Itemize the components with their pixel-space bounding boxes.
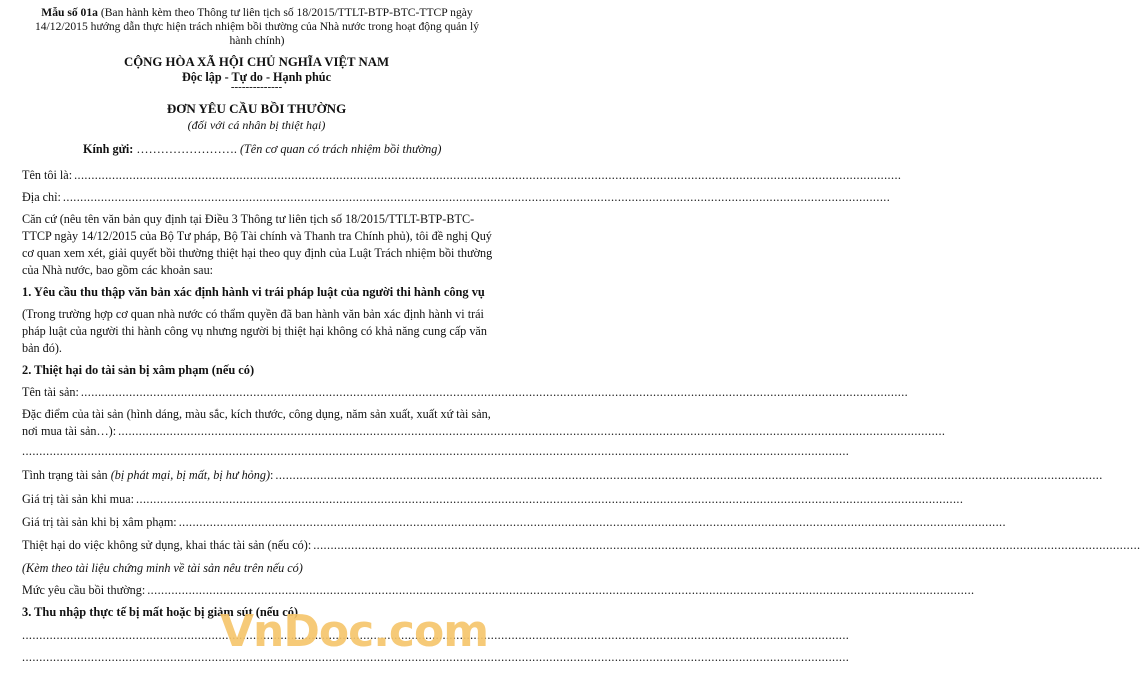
recipient-label: Kính gửi: xyxy=(83,142,137,156)
section1-line2: pháp luật của người thi hành công vụ nhưng người bị thiệt hại không có khả năng cung cấp văn xyxy=(22,324,487,338)
address-dots[interactable]: ................................................................................................................................................................................................................................................ xyxy=(62,190,891,204)
doc-subtitle: (đối với cá nhân bị thiệt hại) xyxy=(187,118,326,132)
section1-title: 1. Yêu cầu thu thập văn bản xác định hành vi trái pháp luật của người thi hành công vụ xyxy=(22,285,485,299)
name-dots[interactable]: ................................................................................................................................................................................................................................................ xyxy=(74,168,902,182)
form-number: Mẫu số 01a xyxy=(41,6,98,19)
value-buy-dots[interactable]: ................................................................................................................................................................................................................................................ xyxy=(136,492,964,506)
intro-line3: cơ quan xem xét, giải quyết bồi thường thiệt hại theo quy định của Luật Trách nhiệm bồi thường xyxy=(22,246,493,260)
asset-features-label: nơi mua tài sản…): xyxy=(22,424,117,438)
watermark-tld: .com xyxy=(373,606,489,657)
asset-features-line2[interactable] xyxy=(22,424,946,438)
nation-name: CỘNG HÒA XÃ HỘI CHỦ NGHĨA VIỆT NAM xyxy=(123,55,390,69)
asset-status-label: Tình trạng tài sản xyxy=(22,468,111,482)
asset-status-dots[interactable]: ................................................................................................................................................................................................................................................ xyxy=(275,468,1103,482)
asset-status-line[interactable] xyxy=(22,468,1103,482)
value-violated-label: Giá trị tài sản khi bị xâm phạm: xyxy=(22,515,177,529)
section2-title: 2. Thiệt hại do tài sản bị xâm phạm (nếu có) xyxy=(22,363,255,377)
damage-unused-dots[interactable]: ................................................................................................................................................................................................................................................ xyxy=(313,538,1140,552)
section3-dots-1[interactable]: ................................................................................................................................................................................................................................................ xyxy=(22,628,850,642)
value-violated-line[interactable] xyxy=(22,515,1006,529)
asset-features-extra-dots[interactable]: ................................................................................................................................................................................................................................................ xyxy=(22,444,850,458)
section3-title: 3. Thu nhập thực tế bị mất hoặc bị giảm sút (nếu có) xyxy=(22,605,299,619)
intro-line4: của Nhà nước, bao gồm các khoản sau: xyxy=(22,263,214,277)
section1-line1: (Trong trường hợp cơ quan nhà nước có thẩm quyền đã ban hành văn bản xác định hành vi trái xyxy=(22,307,484,321)
name-field-line[interactable] xyxy=(22,168,902,182)
asset-name-dots[interactable]: ................................................................................................................................................................................................................................................ xyxy=(80,385,909,399)
watermark-brand: VnDoc xyxy=(220,606,374,657)
section3-dots-2[interactable]: ................................................................................................................................................................................................................................................ xyxy=(22,650,850,664)
section1-line3: bản đó). xyxy=(22,341,62,355)
recipient-dots[interactable]: ……………………. xyxy=(136,142,240,156)
asset-name-label: Tên tài sản: xyxy=(22,385,79,399)
value-violated-dots[interactable]: ................................................................................................................................................................................................................................................ xyxy=(178,515,1006,529)
watermark-logo xyxy=(220,606,488,657)
intro-line2: TTCP ngày 14/12/2015 của Bộ Tư pháp, Bộ Tài chính và Thanh tra Chính phủ), tôi đề nghị Quý xyxy=(22,229,492,243)
nation-motto: Độc lập - Tự do - Hạnh phúc xyxy=(182,70,331,84)
asset-features-dots[interactable]: ................................................................................................................................................................................................................................................ xyxy=(118,424,946,438)
request-level-dots[interactable]: ................................................................................................................................................................................................................................................ xyxy=(147,583,975,597)
asset-status-colon: : xyxy=(270,468,274,482)
form-note xyxy=(22,6,492,20)
address-field-line[interactable] xyxy=(22,190,891,204)
address-label: Địa chỉ: xyxy=(22,190,61,204)
value-buy-line[interactable] xyxy=(22,492,964,506)
attach-note: (Kèm theo tài liệu chứng minh về tài sản nêu trên nếu có) xyxy=(22,561,303,575)
asset-status-label-wrap xyxy=(22,468,275,482)
asset-features-line1: Đặc điểm của tài sản (hình dáng, màu sắc, kích thước, công dụng, năm sản xuất, xuất xứ tài sản, xyxy=(22,407,491,421)
asset-status-hint: (bị phát mại, bị mất, bị hư hỏng) xyxy=(110,468,271,482)
form-note-line1: (Ban hành kèm theo Thông tư liên tịch số 18/2015/TTLT-BTP-BTC-TTCP ngày xyxy=(97,6,473,19)
doc-title: ĐƠN YÊU CẦU BỒI THƯỜNG xyxy=(166,101,347,116)
recipient-line xyxy=(83,142,441,157)
request-level-line[interactable] xyxy=(22,583,975,597)
recipient-hint: (Tên cơ quan có trách nhiệm bồi thường) xyxy=(239,142,442,156)
form-note-line3: hành chính) xyxy=(229,34,285,47)
form-note-line2: 14/12/2015 hướng dẫn thực hiện trách nhiệm bồi thường của Nhà nước trong hoạt động quản lý xyxy=(34,20,480,33)
damage-unused-line[interactable] xyxy=(22,538,1140,552)
request-level-label: Mức yêu cầu bồi thường: xyxy=(22,583,146,597)
intro-line1: Căn cứ (nêu tên văn bản quy định tại Điều 3 Thông tư liên tịch số 18/2015/TTLT-BTP-BTC- xyxy=(22,212,475,226)
damage-unused-label: Thiệt hại do việc không sử dụng, khai thác tài sản (nếu có): xyxy=(22,538,312,552)
heading-rule: -------------- xyxy=(230,81,283,93)
value-buy-label: Giá trị tài sản khi mua: xyxy=(22,492,135,506)
asset-features-extra-line[interactable] xyxy=(22,444,850,458)
name-label: Tên tôi là: xyxy=(22,168,73,182)
asset-name-line[interactable] xyxy=(22,385,909,399)
